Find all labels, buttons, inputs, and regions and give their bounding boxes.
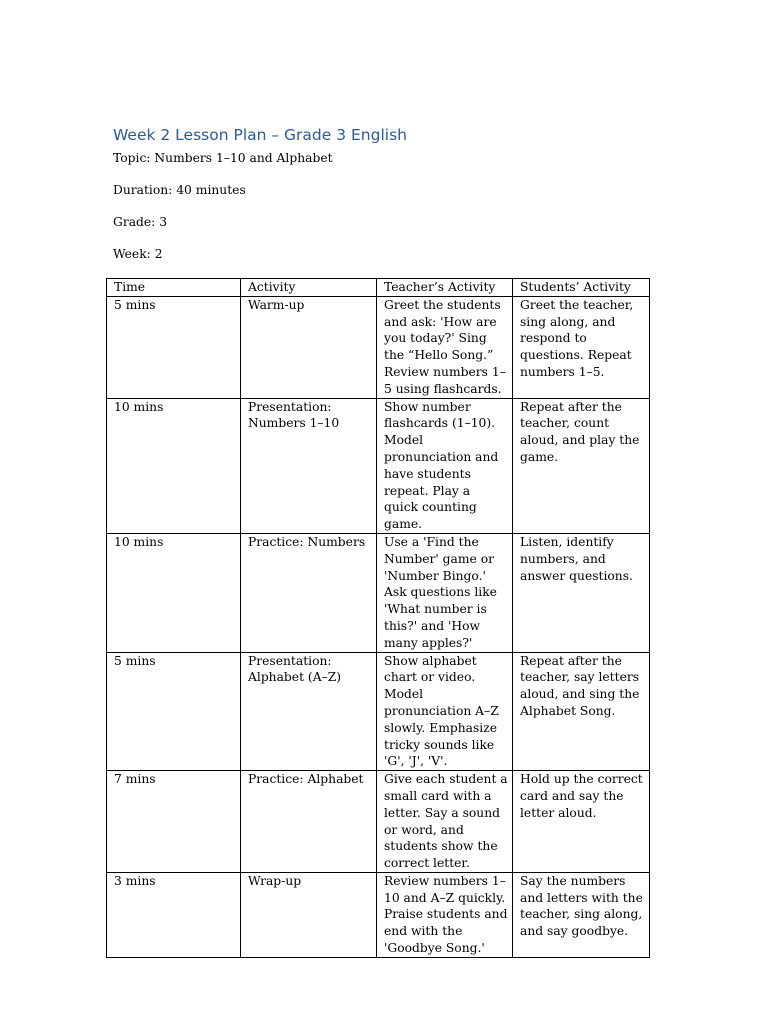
- cell-students-activity: Say the numbers and letters with the teacher, sing along, and say goodbye.: [513, 872, 650, 957]
- header-teachers-activity: Teacher’s Activity: [377, 279, 513, 297]
- cell-teachers-activity: Use a 'Find the Number' game or 'Number Bingo.' Ask questions like 'What number is this?' and 'How many apples?': [377, 533, 513, 652]
- cell-teachers-activity: Show number flashcards (1–10). Model pronunciation and have students repeat. Play a quick counting game.: [377, 398, 513, 533]
- lesson-plan-table: [106, 278, 650, 958]
- cell-activity: Practice: Alphabet: [241, 771, 377, 873]
- table-row: [107, 398, 650, 533]
- cell-activity: Practice: Numbers: [241, 533, 377, 652]
- cell-teachers-activity: Greet the students and ask: 'How are you today?' Sing the “Hello Song.” Review numbers 1–5 using flashcards.: [377, 296, 513, 398]
- week-line: Week: 2: [113, 247, 163, 261]
- table-row: [107, 771, 650, 873]
- cell-activity: Wrap-up: [241, 872, 377, 957]
- cell-activity: Presentation: Numbers 1–10: [241, 398, 377, 533]
- header-students-activity: Students’ Activity: [513, 279, 650, 297]
- cell-time: 3 mins: [107, 872, 241, 957]
- cell-students-activity: Listen, identify numbers, and answer questions.: [513, 533, 650, 652]
- page-title: Week 2 Lesson Plan – Grade 3 English: [113, 126, 407, 144]
- cell-time: 5 mins: [107, 296, 241, 398]
- cell-teachers-activity: Show alphabet chart or video. Model pronunciation A–Z slowly. Emphasize tricky sounds like 'G', 'J', 'V'.: [377, 652, 513, 771]
- table-header-row: [107, 279, 650, 297]
- table-row: [107, 296, 650, 398]
- duration-line: Duration: 40 minutes: [113, 183, 246, 197]
- cell-students-activity: Repeat after the teacher, say letters aloud, and sing the Alphabet Song.: [513, 652, 650, 771]
- cell-teachers-activity: Review numbers 1–10 and A–Z quickly. Praise students and end with the 'Goodbye Song.': [377, 872, 513, 957]
- topic-line: Topic: Numbers 1–10 and Alphabet: [113, 151, 333, 165]
- cell-teachers-activity: Give each student a small card with a letter. Say a sound or word, and students show the correct letter.: [377, 771, 513, 873]
- cell-time: 10 mins: [107, 533, 241, 652]
- cell-activity: Warm-up: [241, 296, 377, 398]
- table-row: [107, 652, 650, 771]
- cell-time: 10 mins: [107, 398, 241, 533]
- header-activity: Activity: [241, 279, 377, 297]
- cell-students-activity: Repeat after the teacher, count aloud, and play the game.: [513, 398, 650, 533]
- cell-time: 5 mins: [107, 652, 241, 771]
- table-row: [107, 533, 650, 652]
- header-time: Time: [107, 279, 241, 297]
- cell-time: 7 mins: [107, 771, 241, 873]
- grade-line: Grade: 3: [113, 215, 168, 229]
- cell-students-activity: Greet the teacher, sing along, and respond to questions. Repeat numbers 1–5.: [513, 296, 650, 398]
- cell-students-activity: Hold up the correct card and say the letter aloud.: [513, 771, 650, 873]
- table-row: [107, 872, 650, 957]
- cell-activity: Presentation: Alphabet (A–Z): [241, 652, 377, 771]
